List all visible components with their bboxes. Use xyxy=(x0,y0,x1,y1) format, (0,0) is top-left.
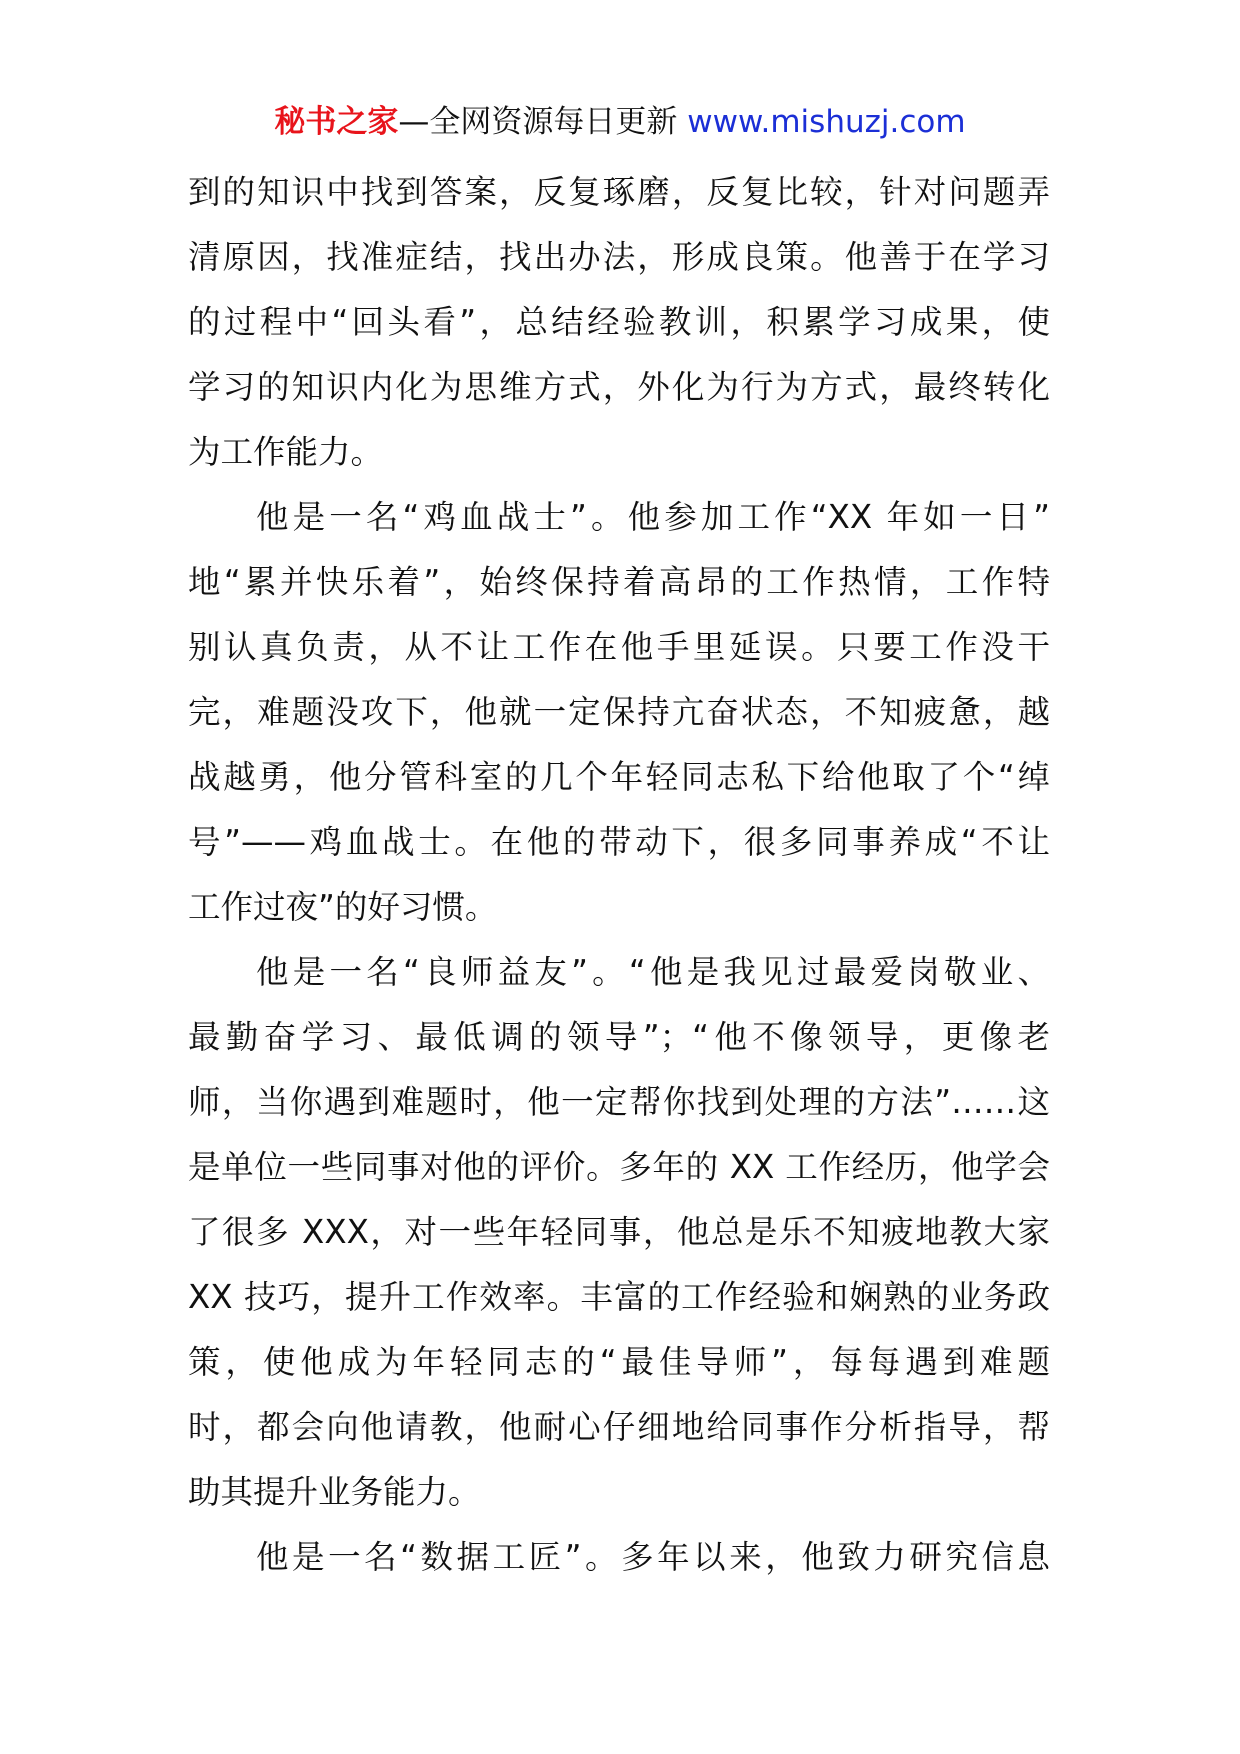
text-line: 最勤奋学习、最低调的领导”；“他不像领导，更像老 xyxy=(188,1018,1050,1056)
document-body xyxy=(188,160,1050,1590)
paragraph-start-line: 他是一名“数据工匠”。多年以来，他致力研究信息 xyxy=(256,1538,1050,1576)
text-line: 地“累并快乐着”，始终保持着高昂的工作热情，工作特 xyxy=(188,563,1050,601)
text-line: 策，使他成为年轻同志的“最佳导师”，每每遇到难题 xyxy=(188,1343,1050,1381)
text-line: 学习的知识内化为思维方式，外化为行为方式，最终转化 xyxy=(188,368,1050,406)
text-line: 了很多 XXX，对一些年轻同事，他总是乐不知疲地教大家 xyxy=(188,1213,1050,1251)
paragraph-start-line: 他是一名“良师益友”。“他是我见过最爱岗敬业、 xyxy=(256,953,1050,991)
text-line: 别认真负责，从不让工作在他手里延误。只要工作没干 xyxy=(188,628,1050,666)
text-line: 是单位一些同事对他的评价。多年的 XX 工作经历，他学会 xyxy=(188,1148,1050,1186)
text-line: 时，都会向他请教，他耐心仔细地给同事作分析指导，帮 xyxy=(188,1408,1050,1446)
text-line: 工作过夜”的好习惯。 xyxy=(188,888,498,926)
text-line: 号”——鸡血战士。在他的带动下，很多同事养成“不让 xyxy=(188,823,1050,861)
text-line: 师，当你遇到难题时，他一定帮你找到处理的方法”……这 xyxy=(188,1083,1050,1121)
header-tagline: —全网资源每日更新 xyxy=(398,104,688,140)
text-line: 助其提升业务能力。 xyxy=(188,1473,481,1511)
text-line: 清原因，找准症结，找出办法，形成良策。他善于在学习 xyxy=(188,238,1050,276)
text-line: 的过程中“回头看”，总结经验教训，积累学习成果，使 xyxy=(188,303,1050,341)
text-line: 完，难题没攻下，他就一定保持亢奋状态，不知疲惫，越 xyxy=(188,693,1050,731)
brand-name: 秘书之家 xyxy=(274,104,399,140)
text-line: 到的知识中找到答案，反复琢磨，反复比较，针对问题弄 xyxy=(188,173,1050,211)
text-line: 为工作能力。 xyxy=(188,433,384,471)
text-line: XX 技巧，提升工作效率。丰富的工作经验和娴熟的业务政 xyxy=(188,1278,1050,1316)
paragraph-start-line: 他是一名“鸡血战士”。他参加工作“XX 年如一日” xyxy=(256,498,1050,536)
text-line: 战越勇，他分管科室的几个年轻同志私下给他取了个“绰 xyxy=(188,758,1050,796)
website-url[interactable]: www.mishuzj.com xyxy=(687,104,966,140)
page-header xyxy=(0,100,1240,144)
